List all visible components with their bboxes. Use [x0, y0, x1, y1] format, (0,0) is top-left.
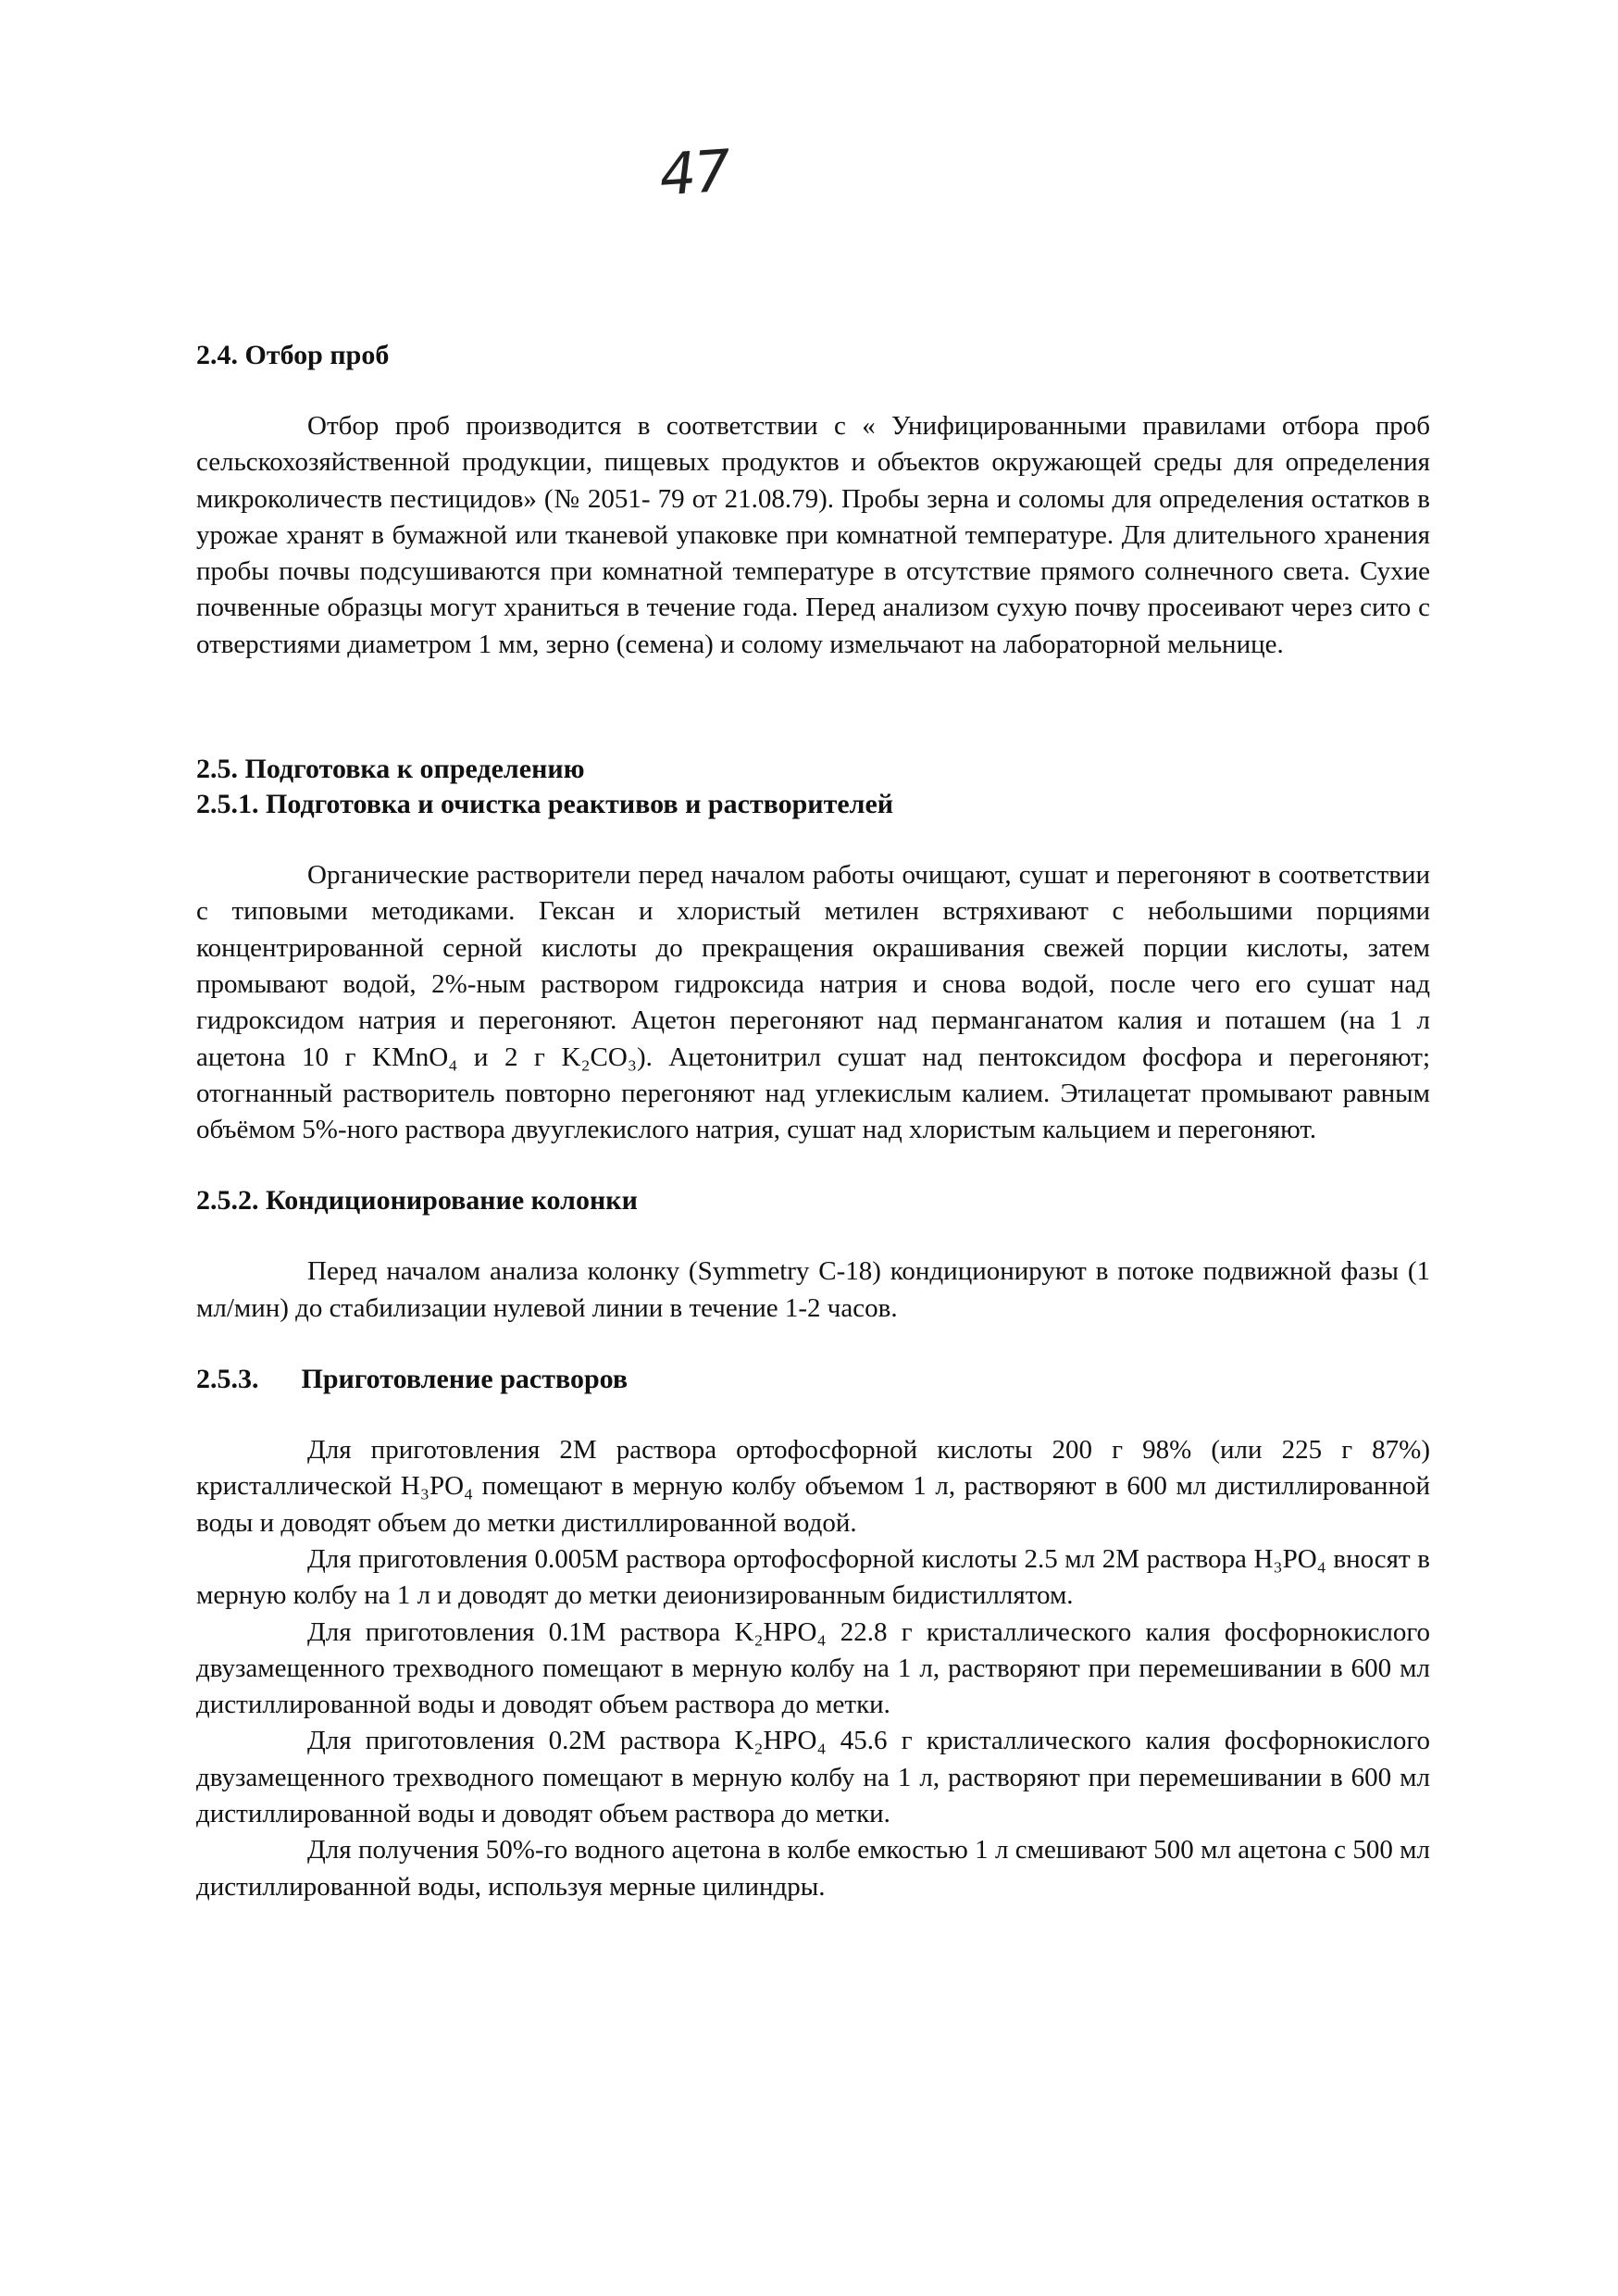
- subsection-heading: 2.5.2. Кондиционирование колонки: [196, 1185, 638, 1217]
- paragraph: Для приготовления 2М раствора ортофосфорной кислоты 200 г 98% (или 225 г 87%) кристаллической H₃PO₄ помещают в мерную колбу объемом 1 л, растворяют в 600 мл дистиллированной воды и доводят объем до метки дистиллированной водой.: [196, 1435, 1430, 1538]
- subsection-heading: [196, 1362, 1430, 1397]
- paragraph: Отбор проб производится в соответствии с « Унифицированными правилами отбора проб сельскохозяйственной продукции, пищевых продуктов и объектов окружающей среды для определения микроколичеств пестицидов» (№ 2051- 79 от 21.08.79). Пробы зерна и соломы для определения остатков в урожае хранят в бумажной или тканевой упаковке при комнатной температуре. Для длительного хранения пробы почвы подсушиваются при комнатной температуре в отсутствие прямого солнечного света. Сухие почвенные образцы могут храниться в течение года. Перед анализом сухую почву просеивают через сито с отверстиями диаметром 1 мм, зерно (семена) и солому измельчают на лабораторной мельнице.: [196, 411, 1430, 659]
- section-2-5: [196, 752, 1430, 1148]
- section-2-4: [196, 338, 1430, 663]
- paragraph: Для приготовления 0.005М раствора ортофосфорной кислоты 2.5 мл 2М раствора H₃PO₄ вносят в мерную колбу на 1 л и доводят до метки деионизированным бидистиллятом.: [196, 1543, 1430, 1611]
- paragraph: Для приготовления 0.2М раствора K₂HPO₄ 45.6 г кристаллического калия фосфорнокислого двузамещенного трехводного помещают в мерную колбу на 1 л, растворяют при перемешивании в 600 мл дистиллированной воды и доводят объем раствора до метки.: [196, 1726, 1430, 1829]
- section-heading: 2.4. Отбор проб: [196, 340, 390, 370]
- paragraph: Для получения 50%-го водного ацетона в колбе емкостью 1 л смешивают 500 мл ацетона с 500 мл дистиллированной воды, используя мерные цилиндры.: [196, 1835, 1430, 1902]
- handwritten-page-number: 47: [657, 136, 731, 209]
- section-2-5-3: [196, 1362, 1430, 1905]
- subsection-number: 2.5.3.: [196, 1364, 259, 1395]
- subsection-title: Приготовление растворов: [301, 1364, 629, 1395]
- paragraph: Перед началом анализа колонку (Symmetry C-18) кондиционируют в потоке подвижной фазы (1 мл/мин) до стабилизации нулевой линии в течение 1-2 часов.: [196, 1256, 1430, 1323]
- paragraph: Органические растворители перед началом работы очищают, сушат и перегоняют в соответствии с типовыми методиками. Гексан и хлористый метилен встряхивают с небольшими порциями концентрированной серной кислоты до прекращения окрашивания свежей порции кислоты, затем промывают водой, 2%-ным раствором гидроксида натрия и снова водой, после чего его сушат над гидроксидом натрия и перегоняют. Ацетон перегоняют над перманганатом калия и поташем (на 1 л ацетона 10 г KMnO₄ и 2 г K₂CO₃). Ацетонитрил сушат над пентоксидом фосфора и перегоняют; отогнанный растворитель повторно перегоняют над углекислым калием. Этилацетат промывают равным объёмом 5%-ного раствора двууглекислого натрия, сушат над хлористым кальцием и перегоняют.: [196, 860, 1430, 1145]
- paragraph: Для приготовления 0.1М раствора K₂HPO₄ 22.8 г кристаллического калия фосфорнокислого двузамещенного трехводного помещают в мерную колбу на 1 л, растворяют при перемешивании в 600 мл дистиллированной воды и доводят объем раствора до метки.: [196, 1616, 1430, 1720]
- section-2-5-2: [196, 1183, 1430, 1327]
- document-body: [196, 338, 1430, 1905]
- subsection-heading: 2.5.1. Подготовка и очистка реактивов и растворителей: [196, 789, 894, 820]
- section-heading: 2.5. Подготовка к определению: [196, 754, 585, 785]
